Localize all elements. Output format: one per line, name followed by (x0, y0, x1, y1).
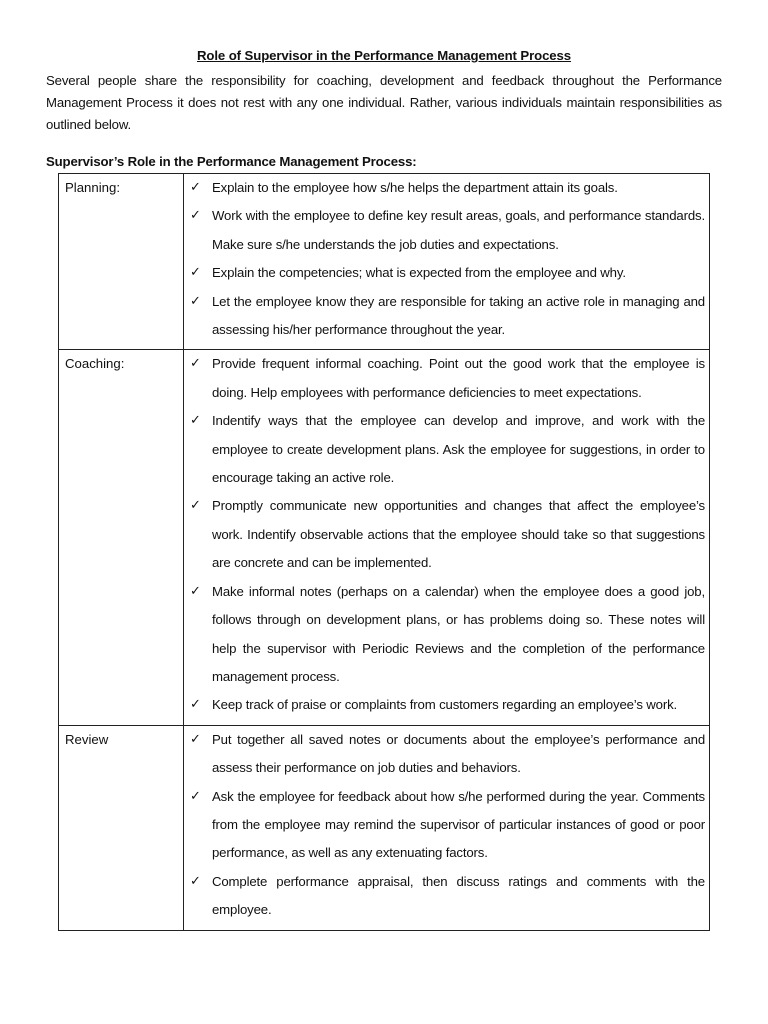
role-items (184, 725, 710, 930)
list-item (190, 783, 705, 868)
checkmark-icon: ✓ (190, 265, 201, 281)
checkmark-icon: ✓ (190, 731, 201, 747)
list-item (190, 288, 705, 345)
list-item (190, 492, 705, 577)
list-item-text: Put together all saved notes or documents about the employee’s performance and assess their performance on job duties and behaviors. (212, 731, 705, 776)
checkmark-icon: ✓ (190, 293, 201, 309)
list-item (190, 726, 705, 783)
list-item-text: Indentify ways that the employee can develop and improve, and work with the employee to create development plans. Ask the employee for suggestions, in order to encourage taking an active role. (212, 413, 705, 486)
list-item (190, 691, 705, 719)
roles-table (58, 173, 710, 931)
role-label: Planning: (59, 174, 184, 350)
list-item (190, 202, 705, 259)
list-item (190, 259, 705, 287)
list-item-text: Let the employee know they are responsible for taking an active role in managing and assessing his/her performance throughout the year. (212, 293, 705, 338)
list-item (190, 868, 705, 925)
list-item-text: Ask the employee for feedback about how s/he performed during the year. Comments from the employee may remind the supervisor of particular instances of good or poor performance, as well as any extenuating factors. (212, 788, 705, 861)
role-label: Coaching: (59, 350, 184, 725)
list-item-text: Make informal notes (perhaps on a calendar) when the employee does a good job, follows through on development plans, or has problems doing so. These notes will help the supervisor with Periodic Reviews and the completion of the performance management process. (212, 583, 705, 684)
table-row (59, 350, 710, 725)
checkmark-icon: ✓ (190, 498, 201, 514)
document-page (46, 48, 722, 931)
table-row (59, 725, 710, 930)
role-items (184, 350, 710, 725)
role-items (184, 174, 710, 350)
list-item (190, 350, 705, 407)
list-item-text: Promptly communicate new opportunities and changes that affect the employee’s work. Indentify observable actions that the employee should take so that suggestions are concrete and can be implemented. (212, 498, 705, 571)
intro-paragraph: Several people share the responsibility for coaching, development and feedback throughout the Performance Management Process it does not rest with any one individual. Rather, various individuals maintain responsibilities as outlined below. (46, 73, 722, 132)
list-item (190, 407, 705, 492)
list-item-text: Complete performance appraisal, then discuss ratings and comments with the employee. (212, 873, 705, 918)
checkmark-icon: ✓ (190, 697, 201, 713)
checkmark-icon: ✓ (190, 788, 201, 804)
checkmark-icon: ✓ (190, 208, 201, 224)
checkmark-icon: ✓ (190, 413, 201, 429)
section-heading: Supervisor’s Role in the Performance Management Process: (46, 154, 417, 169)
role-label: Review (59, 725, 184, 930)
list-item-text: Provide frequent informal coaching. Point out the good work that the employee is doing. Help employees with performance deficiencies to meet expectations. (212, 356, 705, 400)
list-item-text: Keep track of praise or complaints from customers regarding an employee’s work. (212, 697, 678, 713)
table-row (59, 174, 710, 350)
list-item-text: Explain to the employee how s/he helps the department attain its goals. (212, 180, 618, 195)
list-item-text: Explain the competencies; what is expected from the employee and why. (212, 265, 626, 281)
list-item (190, 578, 705, 692)
list-item-text: Work with the employee to define key result areas, goals, and performance standards. Make sure s/he understands the job duties and expectations. (212, 208, 705, 252)
checkmark-icon: ✓ (190, 873, 201, 889)
checkmark-icon: ✓ (190, 180, 201, 195)
document-title: Role of Supervisor in the Performance Management Process (196, 48, 572, 63)
checkmark-icon: ✓ (190, 356, 201, 372)
list-item (190, 174, 705, 202)
checkmark-icon: ✓ (190, 583, 201, 599)
